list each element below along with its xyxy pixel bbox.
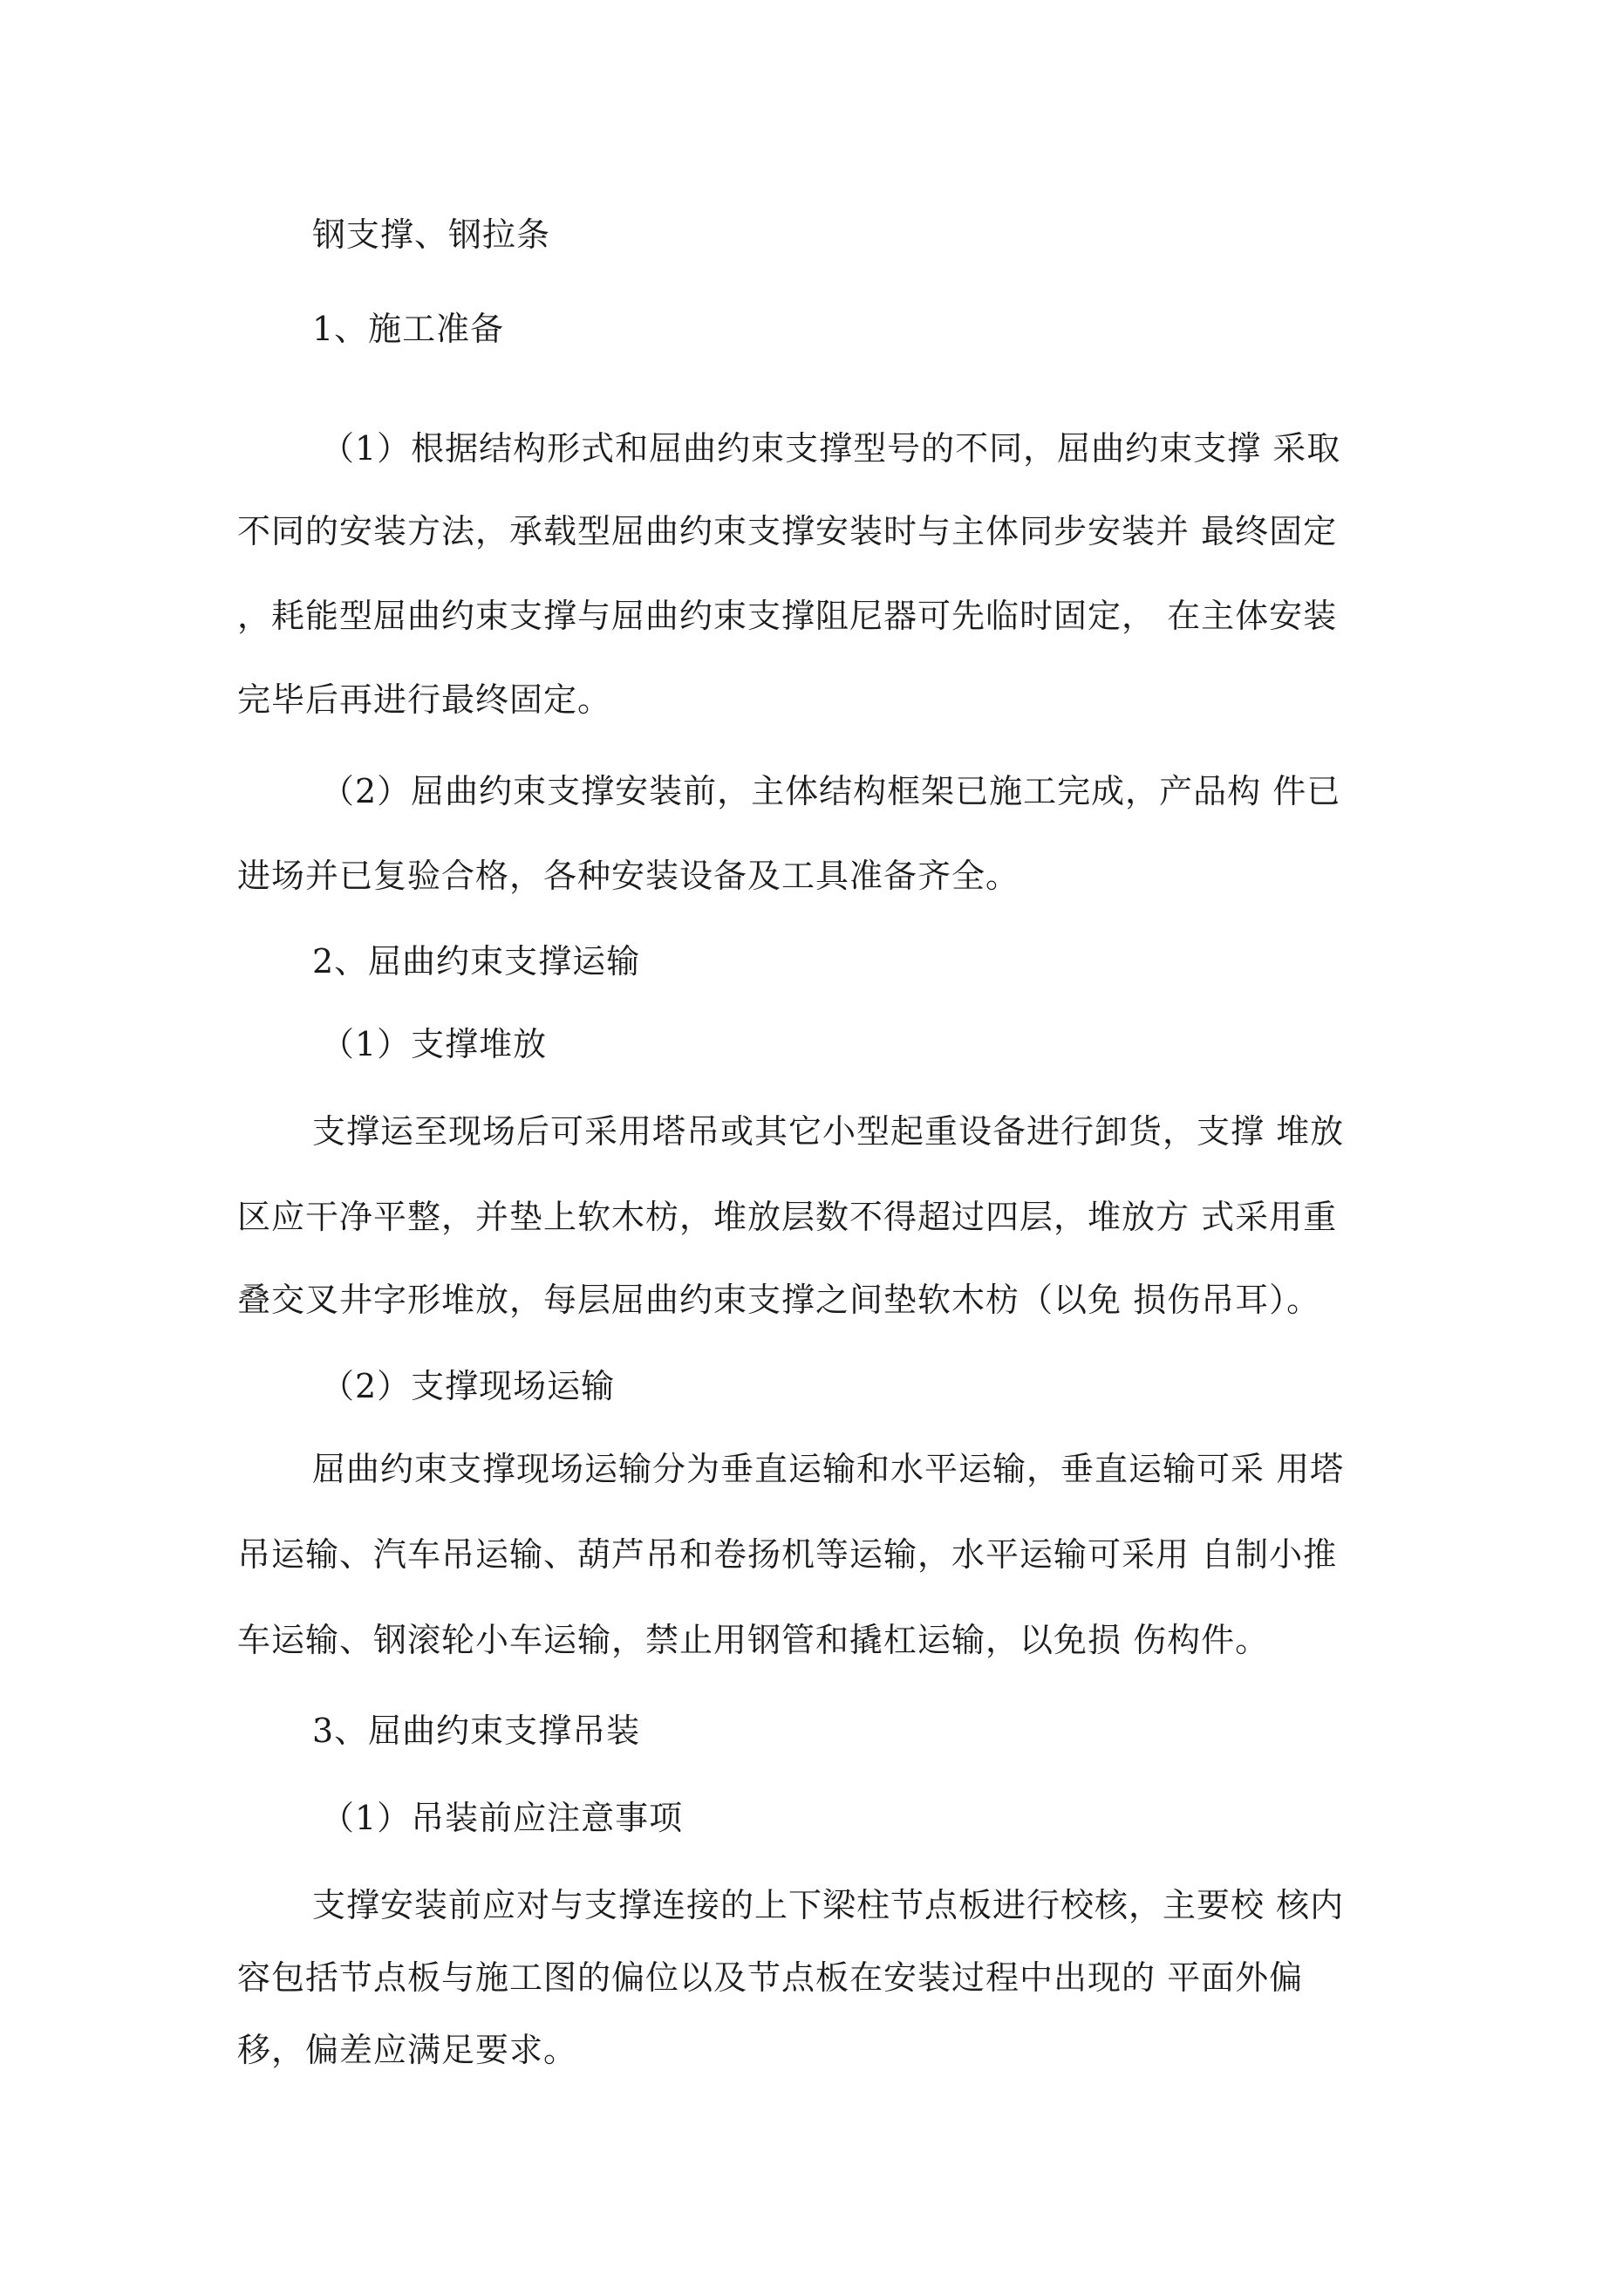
paragraph-line: （2）屈曲约束支撑安装前，主体结构框架已施工完成，产品构 件已 [321,772,1341,810]
paragraph-line: 容包括节点板与施工图的偏位以及节点板在安装过程中出现的 平面外偏 [237,1958,1304,1997]
paragraph-line: 叠交叉井字形堆放，每层屈曲约束支撑之间垫软木枋（以免 损伤吊耳）。 [237,1281,1321,1319]
paragraph-line: 吊运输、汽车吊运输、葫芦吊和卷扬机等运输，水平运输可采用 自制小推 [237,1535,1338,1574]
paragraph-line: （1）根据结构形式和屈曲约束支撑型号的不同，屈曲约束支撑 采取 [321,429,1341,468]
paragraph-line: 屈曲约束支撑现场运输分为垂直运输和水平运输，垂直运输可采 用塔 [312,1450,1345,1488]
paragraph-line: 支撑运至现场后可采用塔吊或其它小型起重设备进行卸货，支撑 堆放 [312,1112,1345,1151]
subsection-heading-site-transport: （2）支撑现场运输 [321,1367,616,1405]
section-heading-steel-brace: 钢支撑、钢拉条 [312,215,551,254]
section-heading-preparation: 1、施工准备 [312,310,505,348]
paragraph-line: 支撑安装前应对与支撑连接的上下梁柱节点板进行校核，主要校 核内 [312,1886,1345,1924]
paragraph-line: 区应干净平整，并垫上软木枋，堆放层数不得超过四层，堆放方 式采用重 [237,1198,1338,1236]
subsection-heading-stacking: （1）支撑堆放 [321,1025,548,1063]
paragraph-line: ，耗能型屈曲约束支撑与屈曲约束支撑阻尼器可先临时固定， 在主体安装 [237,597,1338,635]
subsection-heading-precautions: （1）吊装前应注意事项 [321,1799,684,1837]
paragraph-line: 进场并已复验合格，各种安装设备及工具准备齐全。 [237,857,1020,895]
paragraph-line: 车运输、钢滚轮小车运输，禁止用钢管和撬杠运输，以免损 伤构件。 [237,1621,1270,1659]
section-heading-transport: 2、屈曲约束支撑运输 [312,942,641,981]
paragraph-line: 不同的安装方法，承载型屈曲约束支撑安装时与主体同步安装并 最终固定 [237,512,1338,550]
section-heading-hoisting: 3、屈曲约束支撑吊装 [312,1712,641,1750]
paragraph-line: 完毕后再进行最终固定。 [237,680,612,719]
paragraph-line: 移，偏差应满足要求。 [237,2031,578,2069]
